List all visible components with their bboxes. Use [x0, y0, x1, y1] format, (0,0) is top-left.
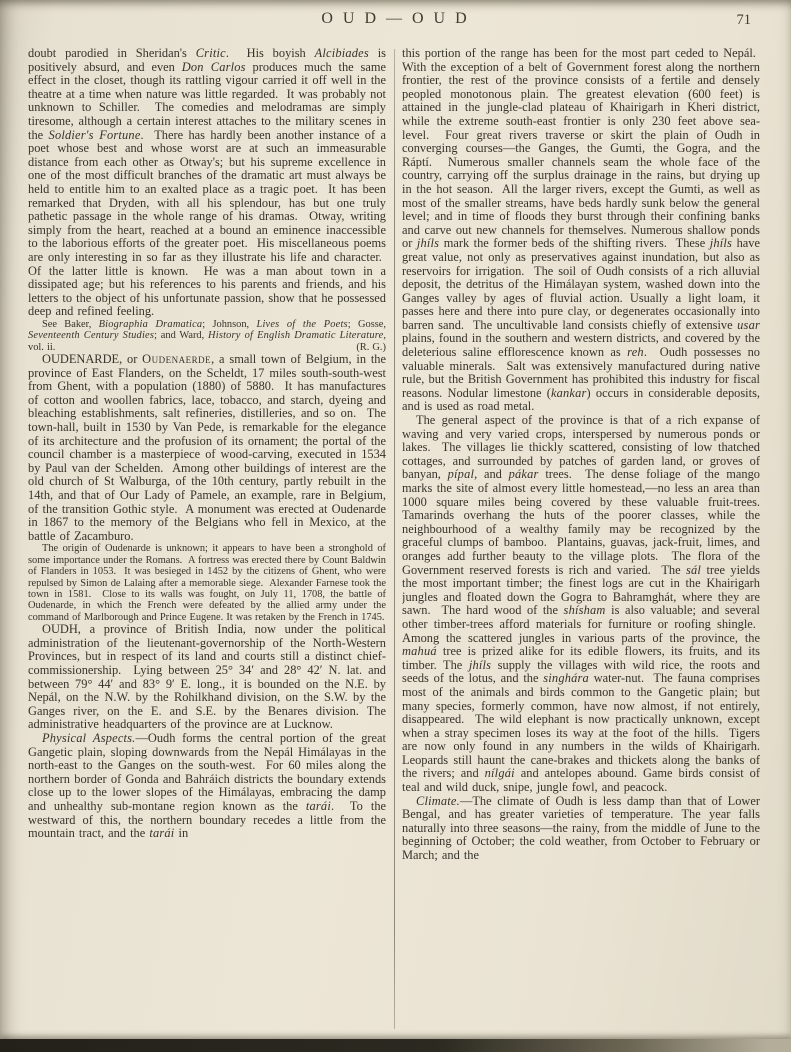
- paragraph: The origin of Oudenarde is unknown; it appears to have been a stronghold of some importance under the Romans. A fortress was erected there by Count Baldwin of Flanders in 1053. It was besieged in 1452 by the citizens of Ghent, who were repulsed by Simon de Lalaing after a memorable siege. Alexander Farnese took the town in 1581. Close to its walls was fought, on July 11, 1708, the battle of Oudenarde, in which the French were defeated by the allied army under the command of Marlborough and Prince Eugene. It was retaken by the French in 1745.: [28, 543, 386, 623]
- paragraph: Physical Aspects.—Oudh forms the central portion of the great Gangetic plain, sloping downwards from the Nepál Himálayas in the north-east to the Ganges on the south-west. For 60 miles along the northern border of Gonda and Bahráich districts the boundary extends close up to the lower slopes of the Himálayas, embracing the damp and unhealthy sub-montane region known as the tarái. To the westward of this, the northern boundary recedes a little from the mountain tract, and the tarái in: [28, 731, 386, 841]
- paragraph: See Baker, Biographia Dramatica; Johnson, Lives of the Poets; Gosse, Seventeenth Century Studies; and Ward, History of English Dramatic Literature, vol. ii. (R. G.): [28, 318, 386, 353]
- text-columns: [0, 44, 791, 1039]
- left-column: [28, 47, 386, 1039]
- page-number: 71: [736, 12, 751, 28]
- paragraph: Climate.—The climate of Oudh is less damp than that of Lower Bengal, and has greater varieties of temperature. The year falls naturally into three seasons—the rainy, from the middle of June to the beginning of October; the cold weather, from October to February or March; and the: [402, 793, 760, 863]
- paragraph: OUDH, a province of British India, now under the political administration of the lieutenant-governorship of the North-Western Provinces, but in respect of its land and courts still a distinct chief-commissionership. Lying between 25° 34′ and 28° 42′ N. lat. and between 79° 44′ and 83° 9′ E. long., it is bounded on the N.E. by Nepál, on the N.W. by the Rohilkhand division, on the S.W. by the Ganges river, on the E. and S.E. by the Benares division. The administrative headquarters of the province are at Lucknow.: [28, 622, 386, 732]
- paragraph: OUDENARDE, or Oudenaerde, a small town of Belgium, in the province of East Flanders, on the Scheldt, 17 miles south-south-west from Ghent, with a population (1880) of 5880. It has manufactures of cotton and woollen fabrics, lace, tobacco, and starch, dyeing and bleaching establishments, salt refineries, distilleries, and so on. The town-hall, built in 1530 by Van Pede, is remarkable for the elegance of its architecture and the profusion of its ornament; the portal of the council chamber is a masterpiece of wood-carving, executed in 1534 by Paul van der Schelden. Among other buildings of interest are the old church of St Walburga, of the 10th century, partly rebuilt in the 14th, and that of Our Lady of Pamele, an example, rare in Belgium, of the transition Gothic style. A monument was erected at Oudenarde in 1867 to the memory of the Belgians who fell in Mexico, at the battle of Zacamburo.: [28, 352, 386, 543]
- right-column: [402, 47, 760, 1039]
- column-divider-rule: [394, 49, 395, 1029]
- page-header: [0, 0, 791, 44]
- paragraph: doubt parodied in Sheridan's Critic. His boyish Alcibiades is positively absurd, and even Don Carlos produces much the same effect in the closet, though its rattling vigour carried it off well in the theatre at a time when nature was little regarded. It was probably not unknown to Schiller. The comedies and melodramas are simply tiresome, although a certain interest attaches to the military scenes in the Soldier's Fortune. There has hardly been another instance of a poet whose best and whose worst are at such an immeasurable distance from each other as Otway's; but his supreme excellence in one of the most difficult branches of the dramatic art must always be held to entitle him to an exalted place as a tragic poet. It has been remarked that Dryden, with all his splendour, has but one truly pathetic passage in the whole range of his dramas. Otway, writing simply from the heart, reached at a bound an eminence inaccessible to the laborious efforts of the greater poet. His miscellaneous poems are only interesting in so far as they illustrate his life and character. Of the latter little is known. He was a man about town in a dissipated age; but his references to his parents and friends, and his letters to the object of his unfortunate passion, show that he possessed deep and refined feeling.: [28, 47, 386, 319]
- running-title: O U D — O U D: [321, 10, 470, 27]
- paragraph: The general aspect of the province is that of a rich expanse of waving and very varied crops, interspersed by numerous ponds or lakes. The villages lie thickly scattered, consisting of low thatched cottages, and surrounded by patches of garden land, or groves of banyan, pípal, and pákar trees. The dense foliage of the mango marks the site of almost every little homestead,—no less an area than 1000 square miles being covered by these valuable fruit-trees. Tamarinds overhang the huts of the poorer classes, while the neighbourhood of a wealthy family may be recognized by the graceful clumps of bamboo. Plantains, guavas, jack-fruit, limes, and oranges add further beauty to the village plots. The flora of the Government reserved forests is rich and varied. The sál tree yields the most important timber; the finest logs are cut in the Khairigarh jungles and floated down the Gogra to Bahramghát, where they are sawn. The hard wood of the shísham is also valuable; and several other timber-trees afford materials for furniture or roofing shingle. Among the scattered jungles in various parts of the province, the mahuá tree is prized alike for its edible flowers, its fruits, and its timber. The jhíls supply the villages with wild rice, the roots and seeds of the lotus, and the singhára water-nut. The fauna comprises most of the animals and birds common to the Gangetic plain; but many species, formerly common, have now almost, if not entirely, disappeared. The wild elephant is now practically unknown, except when a stray specimen loses its way at the foot of the hills. Tigers are now only found in any numbers in the wilds of Khairigarh. Leopards still haunt the cane-brakes and thickets along the banks of the rivers; and nílgái and antelopes abound. Game birds consist of teal and wild duck, snipe, jungle fowl, and peacock.: [402, 413, 760, 795]
- paragraph: this portion of the range has been for the most part ceded to Nepál. With the exception of a belt of Government forest along the northern frontier, the rest of the province consists of a fertile and densely peopled monotonous plain. The greatest elevation (600 feet) is attained in the jungle-clad plateau of Khairigarh in Kheri district, while the extreme south-east frontier is only 230 feet above sea-level. Four great rivers traverse or skirt the plain of Oudh in converging courses—the Ganges, the Gumti, the Gogra, and the Ráptí. Numerous smaller channels seam the whole face of the country, carrying off the surplus drainage in the rains, but drying up in the hot season. All the larger rivers, except the Gumti, as well as most of the smaller streams, have beds hardly sunk below the general level; and in time of floods they burst through their confining banks and carve out new channels for themselves. Numerous shallow ponds or jhíls mark the former beds of the shifting rivers. These jhíls have great value, not only as preservatives against inundation, but also as reservoirs for irrigation. The soil of Oudh consists of a rich alluvial deposit, the detritus of the Himálayan system, washed down into the Ganges valley by ages of fluvial action. Usually a light loam, it passes here and there into pure clay, or degenerates occasionally into barren sand. The uncultivable land consists chiefly of extensive usar plains, found in the southern and western districts, and covered by the deleterious saline efflorescence known as reh. Oudh possesses no valuable minerals. Salt was extensively manufactured during native rule, but the British Government has prohibited this industry for fiscal reasons. Nodular limestone (kankar) occurs in considerable deposits, and is used as road metal.: [402, 47, 760, 414]
